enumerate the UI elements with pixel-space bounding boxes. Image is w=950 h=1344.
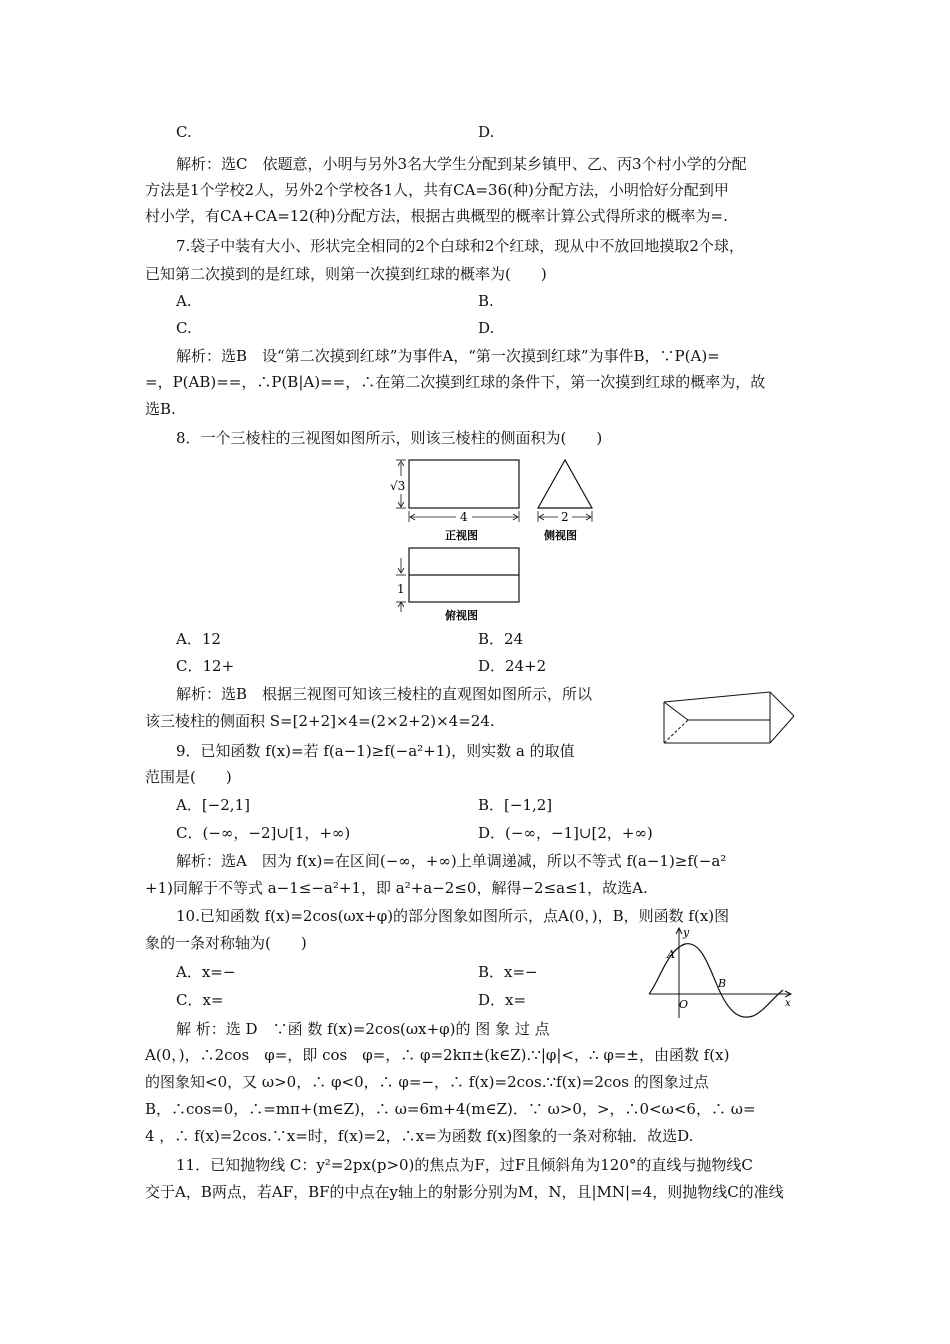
top-view-caption: 俯视图 <box>445 609 478 622</box>
q6-solution-line-2: 方法是1个学校2人，另外2个学校各1人，共有CA=36(种)分配方法，小明恰好分配到甲 <box>145 181 729 199</box>
q7-option-c: C. <box>176 319 192 337</box>
q7-solution-line-2: =，P(AB)==，∴P(B|A)==，∴在第二次摸到红球的条件下，第一次摸到红球的概率为，故 <box>145 373 766 391</box>
q10-stem-line-1: 10.已知函数 f(x)=2cos(ωx+φ)的部分图象如图所示，点A(0，)，B，则函数 f(x)图 <box>176 907 730 925</box>
front-view-rect <box>409 460 519 508</box>
q8-solution-line-1: 解析：选B 根据三视图可知该三棱柱的直观图如图所示，所以 <box>176 685 593 703</box>
q10-stem-line-2: 象的一条对称轴为( ) <box>145 934 307 952</box>
q7-option-b: B. <box>478 292 494 310</box>
q9-solution-line-1: 解析：选A 因为 f(x)=在区间(−∞，+∞)上单调递减，所以不等式 f(a−1)≥f(−a² <box>176 852 727 870</box>
q9-option-d: D．(−∞，−1]∪[2，+∞) <box>478 824 653 842</box>
front-view-width-label: 4 <box>460 510 468 524</box>
prism-figure <box>660 688 800 752</box>
q9-solution-line-2: +1)同解于不等式 a−1≤−a²+1，即 a²+a−2≤0，解得−2≤a≤1，故选A. <box>145 879 648 897</box>
front-view-height-label: √3 <box>390 479 406 493</box>
q10-solution-line-4: B，∴cos=0，∴=mπ+(m∈Z)，∴ ω=6m+4(m∈Z)．∵ ω>0，>，∴0<ω<6，∴ ω= <box>145 1100 756 1118</box>
front-view-caption: 正视图 <box>445 529 478 542</box>
q10-solution-line-2: A(0，)，∴2cos φ=，即 cos φ=，∴ φ=2kπ±(k∈Z).∵|φ|<，∴ φ=±，由函数 f(x) <box>145 1046 730 1064</box>
q7-solution-line-3: 选B. <box>145 400 176 418</box>
cosine-graph-figure <box>645 924 795 1020</box>
top-view-height-label: 1 <box>397 582 405 596</box>
q10-option-c: C．x= <box>176 991 224 1009</box>
q7-option-a: A. <box>176 292 192 310</box>
q11-stem-line-2: 交于A，B两点，若AF，BF的中点在y轴上的射影分别为M，N，且|MN|=4，则抛物线C的准线 <box>145 1183 784 1201</box>
q6-option-c: C. <box>176 123 192 141</box>
q7-stem-line-1: 7.袋子中装有大小、形状完全相同的2个白球和2个红球，现从中不放回地摸取2个球， <box>176 237 744 255</box>
q10-solution-line-3: 的图象知<0，又 ω>0，∴ φ<0，∴ φ=−，∴ f(x)=2cos.∵f(x)=2cos 的图象过点 <box>145 1073 709 1091</box>
q8-solution-line-2: 该三棱柱的侧面积 S=[2+2]×4=(2×2+2)×4=24. <box>145 712 495 730</box>
q7-solution-line-1: 解析：选B 设“第二次摸到红球”为事件A，“第一次摸到红球”为事件B，∵P(A)= <box>176 347 720 365</box>
q7-stem-line-2: 已知第二次摸到的是红球，则第一次摸到红球的概率为( ) <box>145 265 547 283</box>
q9-stem-line-1: 9．已知函数 f(x)=若 f(a−1)≥f(−a²+1)，则实数 a 的取值 <box>176 742 575 760</box>
side-view-caption: 侧视图 <box>544 529 577 542</box>
q8-option-d: D．24+2 <box>478 657 547 675</box>
graph-point-b: B <box>718 977 727 990</box>
side-view-width-label: 2 <box>561 510 569 524</box>
q9-option-c: C．(−∞，−2]∪[1，+∞) <box>176 824 351 842</box>
q7-option-d: D. <box>478 319 495 337</box>
q9-option-a: A．[−2,1] <box>176 796 250 814</box>
q6-option-d: D. <box>478 123 495 141</box>
three-view-figure <box>382 454 612 624</box>
q6-solution-line-1: 解析：选C 依题意，小明与另外3名大学生分配到某乡镇甲、乙、丙3个村小学的分配 <box>176 155 747 173</box>
q8-option-a: A．12 <box>176 630 221 648</box>
q8-option-b: B．24 <box>478 630 524 648</box>
q10-solution-line-1: 解 析：选 D ∵函 数 f(x)=2cos(ωx+φ)的 图 象 过 点 <box>176 1020 550 1038</box>
q10-option-a: A．x=− <box>176 963 236 981</box>
q11-stem-line-1: 11．已知抛物线 C：y²=2px(p>0)的焦点为F，过F且倾斜角为120°的直线与抛物线C <box>176 1156 753 1174</box>
side-view-triangle <box>538 460 592 508</box>
graph-y-label: y <box>683 926 690 939</box>
graph-x-label: x <box>785 998 791 1009</box>
q8-option-c: C．12+ <box>176 657 235 675</box>
q9-stem-line-2: 范围是( ) <box>145 768 232 786</box>
q8-stem: 8．一个三棱柱的三视图如图所示，则该三棱柱的侧面积为( ) <box>176 429 603 447</box>
q9-option-b: B．[−1,2] <box>478 796 553 814</box>
q10-solution-line-5: 4 ，∴ f(x)=2cos.∵x=时，f(x)=2，∴x=为函数 f(x)图象的一条对称轴．故选D. <box>145 1127 694 1145</box>
graph-point-a: A <box>667 948 675 961</box>
q10-option-b: B．x=− <box>478 963 538 981</box>
q6-solution-line-3: 村小学，有CA+CA=12(种)分配方法，根据古典概型的概率计算公式得所求的概率为=. <box>145 207 728 225</box>
graph-origin: O <box>679 998 689 1011</box>
q10-option-d: D．x= <box>478 991 527 1009</box>
